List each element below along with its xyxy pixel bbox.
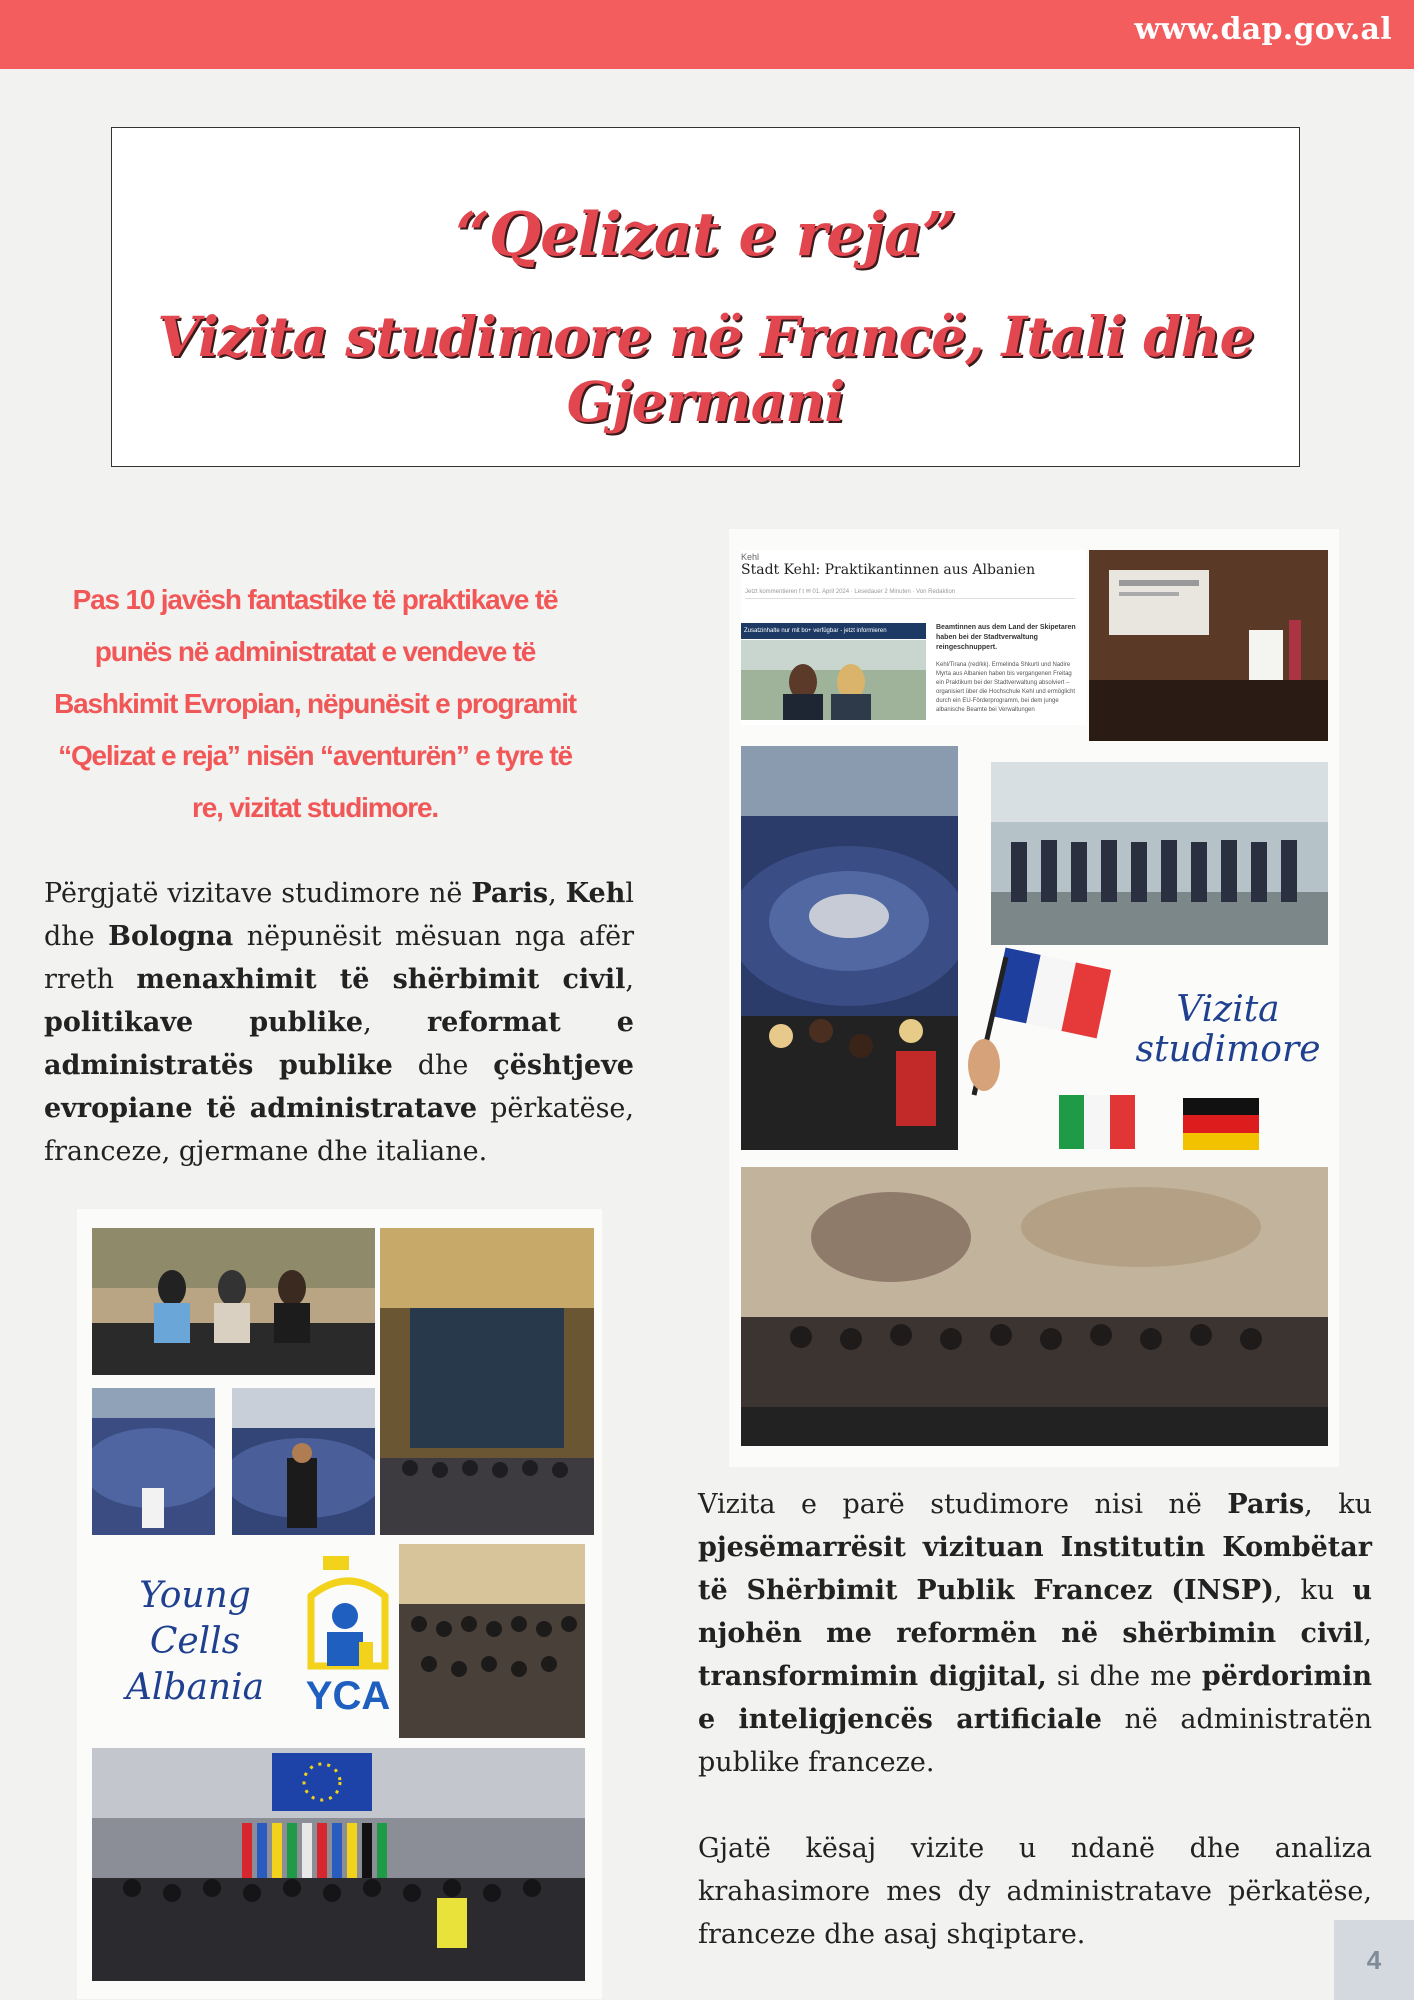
- italy-flag-icon: [1059, 1095, 1135, 1149]
- flag-pole-hand-icon: [966, 955, 1026, 1115]
- parliament-photo-2: [232, 1388, 375, 1535]
- theatre-group-photo: [380, 1228, 594, 1535]
- presentation-photo: [1089, 550, 1328, 741]
- logo-script-line-2: Albania: [125, 1667, 265, 1708]
- news-headline: Stadt Kehl: Praktikantinnen aus Albanien: [741, 562, 1036, 578]
- page-number: 4: [1334, 1920, 1414, 2000]
- news-kicker: Kehl: [741, 552, 760, 562]
- website-url[interactable]: www.dap.gov.al: [1134, 12, 1392, 47]
- news-banner: Zusatzinhalte nur mit bo+ verfügbar - jetzt informieren: [741, 623, 926, 639]
- logo-script-line-1: Young Cells: [139, 1575, 251, 1662]
- young-cells-albania-logo: [90, 1573, 300, 1711]
- news-photo: [741, 640, 926, 720]
- news-meta: Jetzt kommentieren f t ✉ 01. April 2024 · Lesedauer 2 Minuten · Von Redaktion: [745, 588, 1075, 599]
- vizita-studimore-script: [1128, 990, 1328, 1070]
- script-line-2: studimore: [1135, 1029, 1321, 1070]
- logo-badge-text: YCA: [305, 1674, 391, 1718]
- title-line-1: “Qelizat e reja”: [455, 200, 956, 270]
- title-line-2: Vizita studimore në Francë, Itali dhe Gjermani: [157, 304, 1254, 434]
- group-photo-hall: [991, 762, 1328, 945]
- paragraph-2: Vizita e parë studimore nisi në Paris, ku pjesëmarrësit vizituan Institutin Kombëtar të Shërbimit Publik Francez (INSP), ku u njohën me reformën në shërbimin civil, transformimin digjital, si dhe me përdorimin e inteligjencës artificiale në administratën publike franceze.: [698, 1489, 1373, 1778]
- yca-logo-icon: [303, 1556, 393, 1726]
- parliament-group-photo: [741, 746, 958, 1150]
- parliament-photo-1: [92, 1388, 215, 1535]
- news-clipping: [741, 550, 1086, 725]
- staircase-group-photo: [399, 1544, 585, 1738]
- news-subhead: Beamtinnen aus dem Land der Skipetaren haben bei der Stadtverwaltung reingeschnuppert.: [936, 624, 1076, 651]
- panel-photo: [92, 1228, 375, 1375]
- eu-flags-group-photo: [92, 1748, 585, 1981]
- script-line-1: Vizita: [1176, 989, 1280, 1030]
- germany-flag-icon: [1183, 1098, 1259, 1150]
- paragraph-1: Përgjatë vizitave studimore në Paris, Kehl dhe Bologna nëpunësit mësuan nga afër rreth menaxhimit të shërbimit civil, politikave publike, reformat e administratës publike dhe çështjeve evropiane të administratave përkatëse, franceze, gjermane dhe italiane.: [44, 878, 635, 1167]
- lead-text: Pas 10 javësh fantastike të praktikave të punës në administratat e vendeve të Bashkimit Evropian, nëpunësit e programit “Qelizat e reja” nisën “aventurën” e tyre të re, vizitat studimore.: [54, 584, 576, 823]
- title-box: [111, 127, 1300, 467]
- news-body: Kehl/Tirana (red/kk). Ermelinda Shkurti und Nadire Myrta aus Albanien haben bis vergangenen Freitag ein Praktikum bei der Stadtverwaltung absolviert – organisiert über die Hochschule Kehl und ermöglicht durch ein EU-Förderprogramm, bei dem junge albanische Beamte bei Verwaltungen: [936, 662, 1076, 713]
- paragraph-3: Gjatë kësaj vizite u ndanë dhe analiza krahasimore mes dy administratave përkatëse, franceze dhe asaj shqiptare.: [698, 1833, 1372, 1950]
- fresco-group-photo: [741, 1167, 1328, 1446]
